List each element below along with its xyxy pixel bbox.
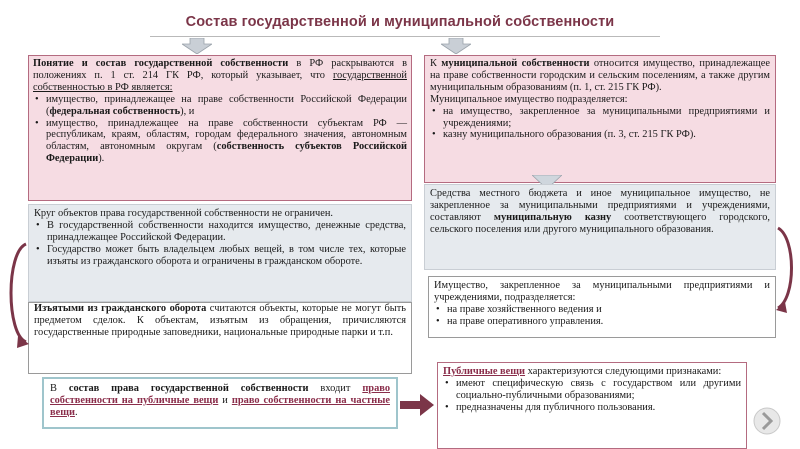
- public-things-intro: Публичные вещи характеризуются следующими признаками:: [443, 366, 722, 377]
- list-item: • В государственной собственности находится имущество, денежные средства, принадлежащее Российской Федерации.: [34, 220, 406, 244]
- objects-circle-list: [34, 220, 406, 268]
- list-item: • Государство может быть владельцем любых вещей, в том числе тех, которые изъяты из гражданского оборота и ограничены в гражданском обороте.: [34, 244, 406, 268]
- list-item: • на праве хозяйственного ведения и: [434, 304, 770, 316]
- slide-title: Состав государственной и муниципальной собственности: [185, 14, 615, 30]
- title-divider: [150, 36, 660, 37]
- withdrawn-objects-box: [28, 302, 412, 374]
- public-things-box: [437, 362, 747, 449]
- list-item: • казну муниципального образования (п. 3, ст. 215 ГК РФ).: [430, 129, 770, 141]
- ownership-rights-box: [42, 377, 398, 429]
- ownership-rights-text: В состав права государственной собственности входит право собственности на публичные вещи и право собственности на частные вещи.: [50, 383, 391, 418]
- enterprise-property-list: [434, 304, 770, 328]
- state-property-box: [28, 55, 412, 201]
- list-item: • на праве оперативного управления.: [434, 316, 770, 328]
- state-property-intro: Понятие и состав государственной собственности в РФ раскрываются в положениях п. 1 ст. 214 ГК РФ, который указывает, что государственной собственностью в РФ является:: [33, 58, 407, 93]
- public-things-list: [443, 378, 741, 414]
- municipal-treasury-text: Средства местного бюджета и иное муниципальное имущество, не закрепленное за муниципальными предприятиями и учреждениями, составляют муниципальную казну соответствующего городского, сельского поселения или другого муниципального образования.: [430, 188, 770, 235]
- list-item: • имущество, принадлежащее на праве собственности субъектам РФ — республикам, краям, областям, городам федерального значения, автономным областям, автономным округам (собственность субъектов Российской Федерации).: [33, 118, 407, 166]
- municipal-intro: К муниципальной собственности относится имущество, принадлежащее на праве собственности городским и сельским поселениям, а также другим муниципальным образованиям (п. 1, ст. 215 ГК РФ).: [430, 58, 770, 93]
- enterprise-property-box: [428, 276, 776, 338]
- objects-circle-intro: Круг объектов права государственной собственности не ограничен.: [34, 208, 334, 219]
- withdrawn-objects-text: Изъятыми из гражданского оборота считаются объекты, которые не могут быть предметом сделок. К объектам, изъятым из обращения, причисляются государственные природные заповедники, национальные природные парки и т.п.: [34, 303, 406, 338]
- municipal-property-box: [424, 55, 776, 183]
- municipal-list: [430, 106, 770, 142]
- chevron-right-icon: [752, 403, 782, 439]
- municipal-subdivision: Муниципальное имущество подразделяется:: [430, 93, 628, 105]
- list-item: • на имущество, закрепленное за муниципальными предприятиями и учреждениями;: [430, 106, 770, 130]
- municipal-treasury-box: [424, 184, 776, 270]
- state-property-list: [33, 94, 407, 165]
- arrow-right-icon: [400, 394, 434, 416]
- objects-circle-box: [28, 204, 412, 302]
- list-item: • имущество, принадлежащее на праве собственности Российской Федерации (федеральная собственность), и: [33, 94, 407, 118]
- arrow-down-icon: [182, 38, 212, 54]
- list-item: • имеют специфическую связь с государством или другими социально-публичными образованиями;: [443, 378, 741, 402]
- list-item: • предназначены для публичного пользования.: [443, 402, 741, 414]
- enterprise-property-text: Имущество, закрепленное за муниципальными предприятиями и учреждениями, подразделяется:: [434, 280, 770, 303]
- curved-arrow-icon: [4, 238, 30, 350]
- curved-arrow-icon: [776, 222, 798, 314]
- arrow-down-icon: [441, 38, 471, 54]
